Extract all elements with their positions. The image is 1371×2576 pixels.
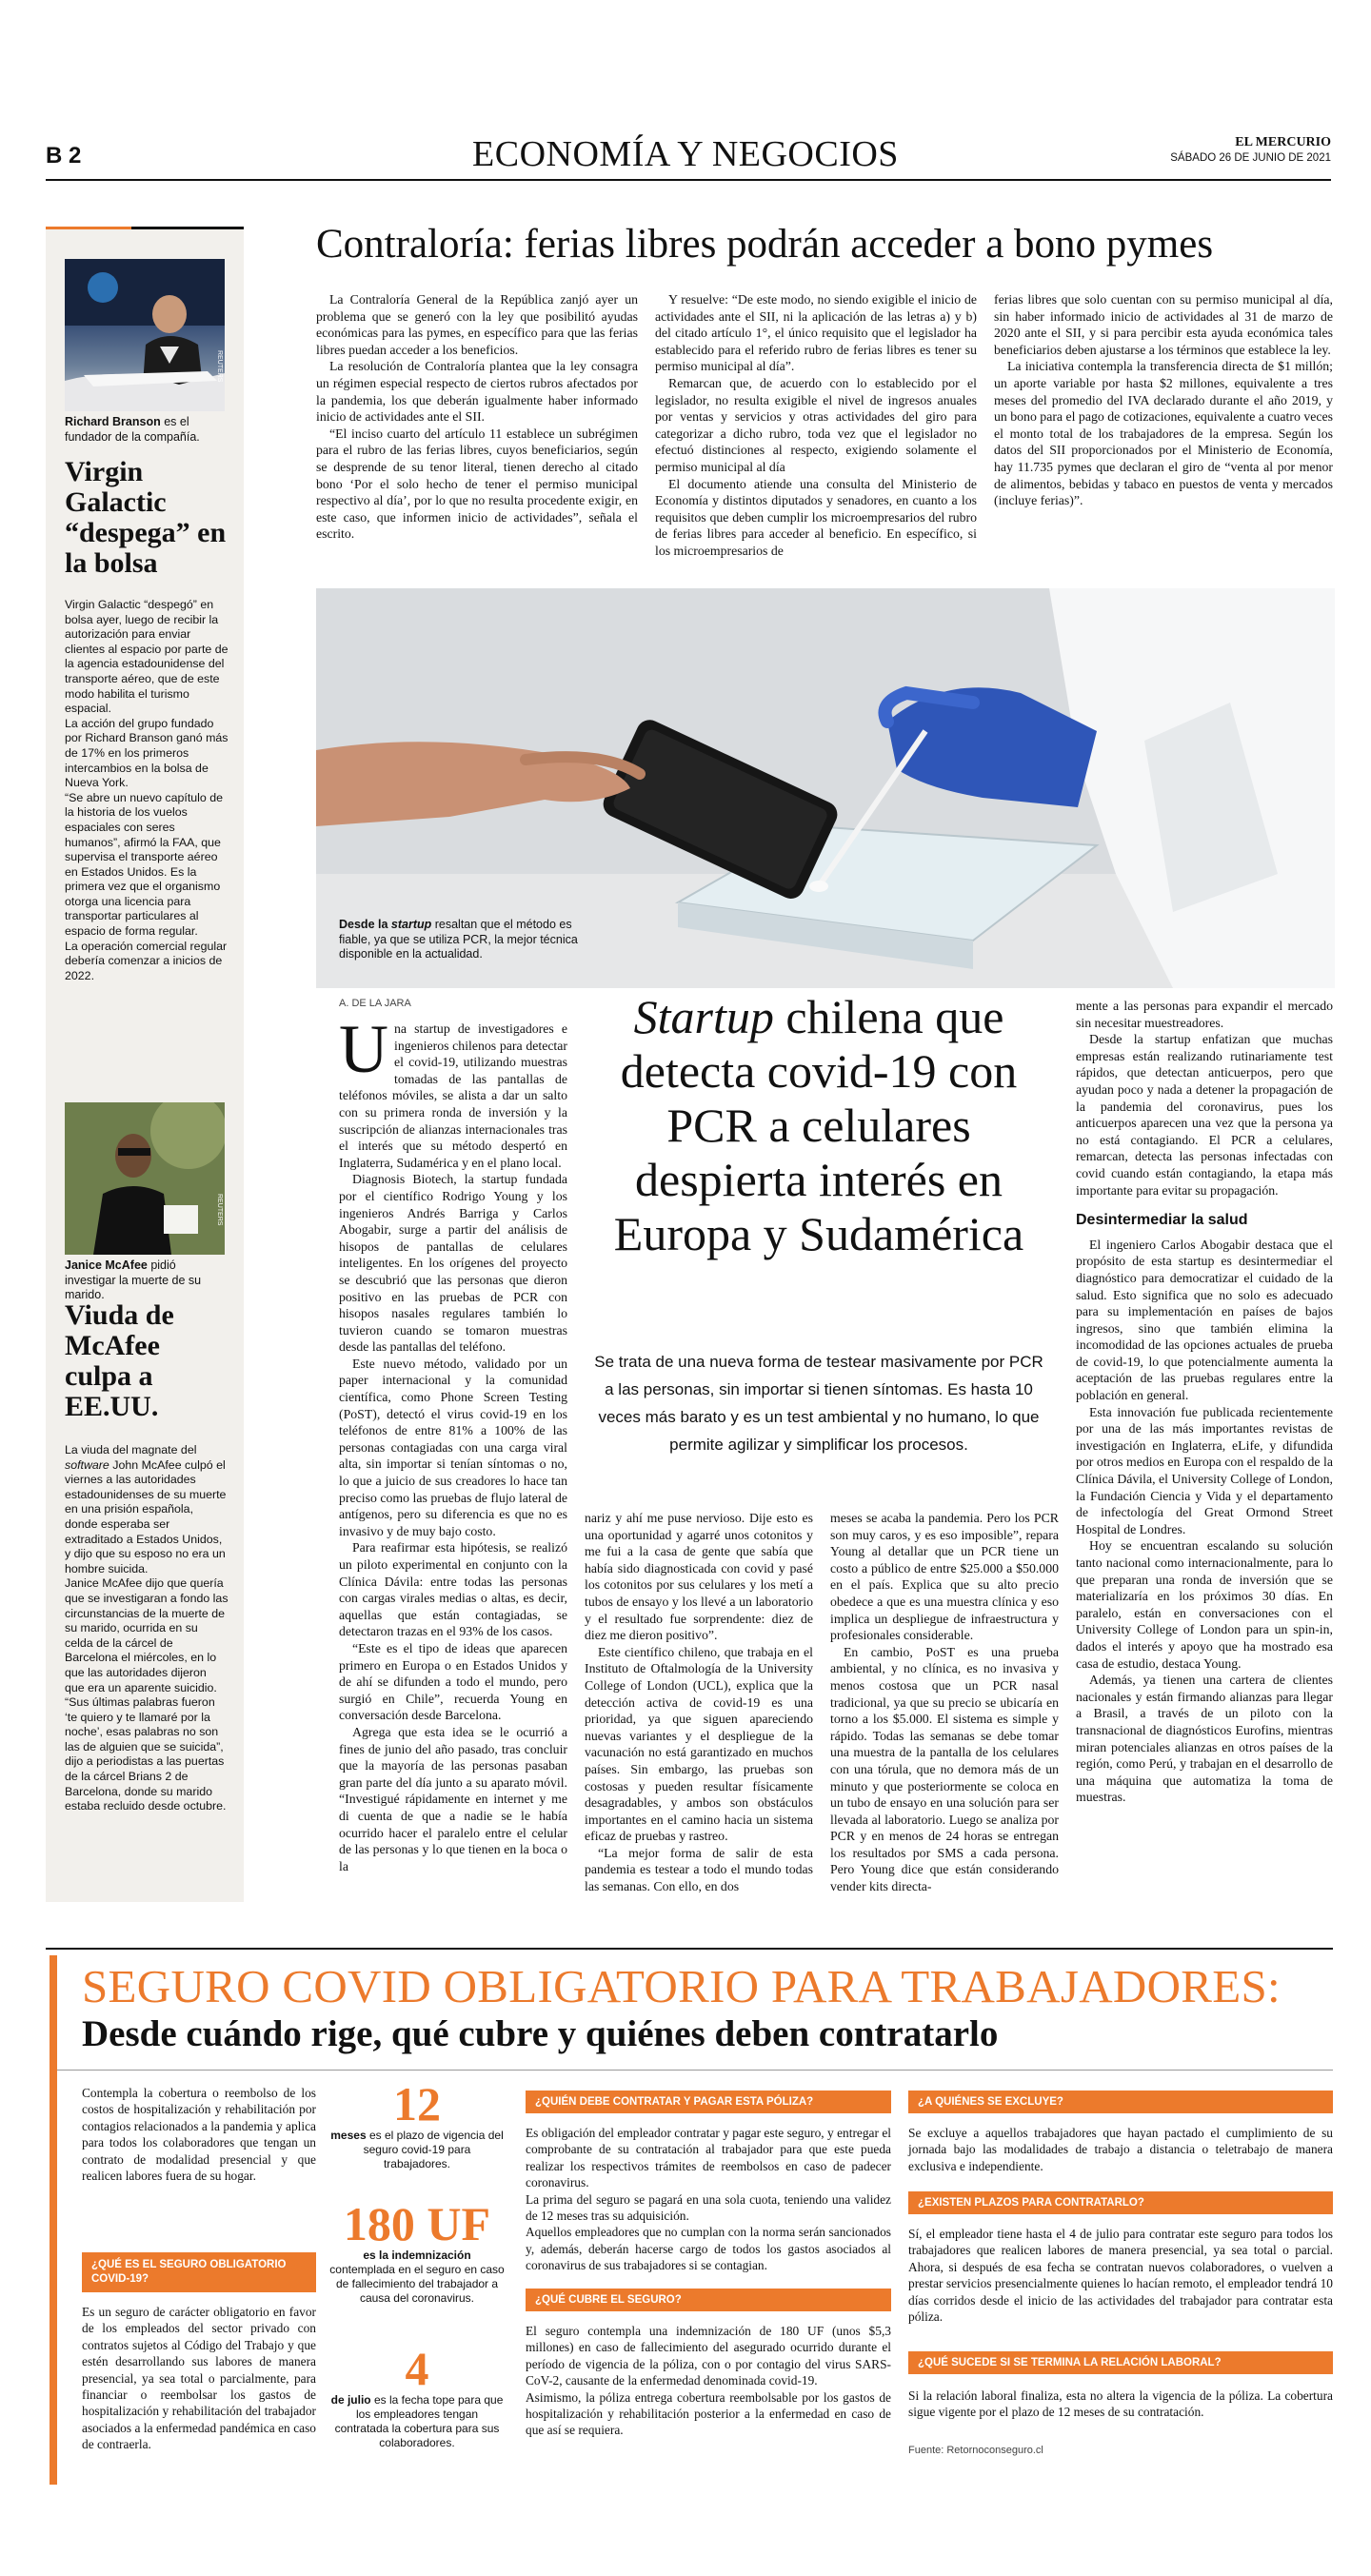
mcafee-par-1: La viuda del magnate del software John McAfee culpó el viernes a las autoridades estadounidenses de su muerte en una prisión española, donde esperaba ser extraditado a Estados Unidos, y dijo que su esposo no era un hombre suicida.	[65, 1443, 227, 1575]
startup-deck: Se trata de una nueva forma de testear masivamente por PCR a las personas, sin importar si tienen síntomas. Es hasta 10 veces más barato y es un test ambiental y no humano, lo que permite agilizar y simplificar los procesos.	[594, 1353, 1043, 1454]
q3-label: ¿QUÉ CUBRE EL SEGURO?	[526, 2289, 891, 2311]
q2-label: ¿QUIÉN DEBE CONTRATAR Y PAGAR ESTA PÓLIZA?	[526, 2091, 891, 2113]
stat-number: 12	[393, 2077, 441, 2130]
seguro-left-bar	[50, 1955, 57, 2485]
photo-credit-2: REUTERS	[216, 1194, 223, 1226]
startup-col-d: mente a las personas para expandir el mercado sin necesitar muestreadores. Desde la startup enfatizan que muchas empresas están realizando rutinariamente test rápidos, que detectan anticuerpos, pero que ayudan poco y nada a detener la propagación de la pandemia del coronavirus, pues los anticuerpos aparecen una vez que la persona ya no está contagiando. El PCR a celulares, remarcan, detecta las personas infectadas con covid cuando están contagiando, la etapa más importante para evitar su propagación. Desintermediar la salud El ingeniero Carlos Abogabir destaca que el propósito de esta startup es desintermediar el diagnóstico para democratizar el cuidado de la salud. Esto significa que no solo es adecuado para su implementación en países de bajos ingresos, sino que también elimina la incomodidad de las opciones actuales de prueba de covid-19, lo que potencialmente aumenta la aceptación de las pruebas regulares entre la población en general. Esta innovación fue publicada recientemente por una de las más importantes revistas de investigación en Inglaterra, eLife, y difundida por otros medios en Europa con el respaldo de la Clínica Dávila, el University College of London, la Fundación Ciencia y Vida y el departamento de infectología del Great Ormond Street Hospital de Londres. Hoy se encuentran escalando su solución tanto nacional como internacionalmente, para lo que preparan una ronda de inversión que se materializaría en los próximos 30 días. En paralelo, están en conversaciones con el University College of London para un spin-in, dados el interés y apoyo que ha mostrado esa casa de estudio, destaca Young. Además, ya tienen una cartera de clientes nacionales y están firmando alianzas para llegar a Brasil, a través de un piloto con la transnacional de diagnósticos Eurofins, mientras miran potenciales alianzas en otros países de la región, como Perú, y trabajan en el desarrollo de una máquina que automatiza la toma de muestras.	[1076, 999, 1333, 1805]
q5-label: ¿EXISTEN PLAZOS PARA CONTRATARLO?	[908, 2191, 1333, 2214]
stat-2	[329, 2199, 505, 2306]
stat-1	[329, 2079, 505, 2171]
mcafee-photo	[65, 1102, 225, 1255]
contraloria-headline: Contraloría: ferias libres podrán acceder a bono pymes	[316, 222, 1214, 267]
mcafee-caption	[65, 1258, 228, 1303]
contraloria-col-1: La Contraloría General de la República zanjó ayer un problema que se generó con la ley que posibilitó ayudas económicas para las pymes, en específico para que las ferias libres puedan acceder a los beneficios. La resolución de Contraloría plantea que la ley consagra un régimen especial respecto de ciertos rubros afectados por la pandemia, los que deberán igualmente haber informado inicio de actividades ante el SII. “El inciso cuarto del artículo 11 establece un subrégimen para el rubro de las ferias libres, cuyos beneficiarios, según se desprende de su tenor literal, tienen derecho al citado bono ‘Por el solo hecho de tener el permiso municipal respectivo al día’, por lo que no resulta procedente exigir, en este caso, que informen inicio de actividades”, señala el escrito.	[316, 292, 638, 542]
startup-col-a: U na startup de investigadores e ingenieros chilenos para detectar el covid-19, utilizando muestras tomadas de las pantallas de teléfonos móviles, se alista a dar un salto con su primera ronda de inversión y la suscripción de alianzas internacionales tras el interés que su método despertó en Inglaterra, Sudamérica y en el plano local. Diagnosis Biotech, la startup fundada por el científico Rodrigo Young y los ingenieros Andrés Barriga y Carlos Abogabir, surge a partir del análisis de hisopos de pantallas de celulares inteligentes. En los orígenes del proyecto se descubrió que las personas que dieron positivo en las pruebas de PCR con hisopos nasales regulares también lo tuvieron cuando se tomaron muestras desde las pantallas del teléfono. Este nuevo método, validado por un paper internacional y la comunidad científica, como Phone Screen Testing (PoST), detectó el virus covid-19 en los teléfonos de entre 81% a 100% de las personas contagiadas con una carga viral alta, sin importar si tenían síntomas o no, lo que a juicio de sus creadores lo hace tan preciso como las pruebas de flujo lateral de antígenos, pero su diferencia es que no es invasivo y de muy bajo costo. Para reafirmar esta hipótesis, se realizó un piloto experimental en conjunto con la Clínica Dávila: entre todas las personas con cargas virales medias o altas, es decir, aquellas que están contagiadas, se detectaron trazas en el 93% de los casos. “Este es el tipo de ideas que aparecen primero en Europa o en Estados Unidos y de ahí se difunden a todo el mundo, pero surgió en Chile”, recuerda Young en conversación desde Barcelona. Agrega que esta idea se le ocurrió a fines de junio del año pasado, tras concluir que la mayoría de las personas pasaban gran parte del día junto a su aparato móvil. “Investigué rápidamente en internet y me di cuenta de que a nadie se le había ocurrido hacer el paralelo entre el celular de las personas y lo que tienen en la boca o la	[339, 1011, 567, 1873]
q4-label: ¿A QUIÉNES SE EXCLUYE?	[908, 2091, 1333, 2113]
page-date: SÁBADO 26 DE JUNIO DE 2021	[1170, 152, 1331, 164]
startup-col-c: meses se acaba la pandemia. Pero los PCR son muy caros, y es eso imposible”, repara Young al detallar que un PCR tiene un costo a público de entre $25.000 a $50.000 en el país. Explica que su alto precio obedece a que es una muestra clínica y eso implica un despliegue de infraestructura y profesionales considerable. En cambio, PoST es una prueba ambiental, y no clínica, es no invasiva y menos costosa que un PCR nasal tradicional, ya que su precio se ubicaría en torno a los $5.000. El sistema es simple y rápido. Todas las semanas se debe tomar una muestra de la pantalla de los celulares con una tórula, que no demora más de un minuto y que posteriormente se coloca en un tubo de ensayo en una solución para ser llevada al laboratorio. Luego se analiza por PCR y en menos de 24 horas se entregan los resultados por SMS a cada persona. Pero Young dice que están considerando vender kits directa-	[830, 1511, 1059, 1894]
source-note: Fuente: Retornoconseguro.cl	[908, 2445, 1043, 2456]
stat-text: es la indemnización contemplada en el seguro en caso de fallecimiento del trabajador a causa del coronavirus.	[329, 2249, 505, 2305]
mcafee-text	[65, 1443, 228, 1814]
paper-name: EL MERCURIO	[1235, 135, 1331, 149]
a3-text: El seguro contempla una indemnización de 180 UF (unos $5,3 millones) en caso de fallecimiento del asegurado ocurrido durante el período de vigencia de la póliza, con o por contagio del virus SARS-CoV-2, causante de la enfermedad denominada covid-19. Asimismo, la póliza entrega cobertura reembolsable por los gastos de hospitalización y rehabilitación posterior a la enfermedad en caso de que así se requiera.	[526, 2324, 891, 2438]
byline: A. DE LA JARA	[339, 998, 411, 1009]
virgin-par-1: Virgin Galactic “despegó” en bolsa ayer, luego de recibir la autorización para enviar clientes al espacio por parte de la agencia estadounidense del transporte aéreo, que de este modo habilita el turismo espacial.	[65, 598, 228, 716]
a2-text: Es obligación del empleador contratar y pagar este seguro, y entregar el comprobante de su contratación al trabajador para que este pueda realizar los respectivos trámites de reembolsos en caso de padecer coronavirus. La prima del seguro se pagará en una sola cuota, teniendo una validez de 12 meses tras su adquisición. Aquellos empleadores que no cumplan con la norma serán sancionados y, además, deberán hacerse cargo de todos los gastos asociados al coronavirus de sus trabajadores si se contagian.	[526, 2126, 891, 2273]
caption-name-2: Janice McAfee	[65, 1258, 148, 1272]
mcafee-headline: Viuda de McAfee culpa a EE.UU.	[65, 1299, 174, 1422]
virgin-text	[65, 598, 228, 983]
virgin-par-4: La operación comercial regular debería comenzar a inicios de 2022.	[65, 939, 228, 982]
caption-text-2: pidió investigar la muerte de su marido.	[65, 1258, 202, 1301]
contraloria-col-2: Y resuelve: “De este modo, no siendo exigible el inicio de actividades ante el SII, ni la aplicación de las letras a) y b) del citado artículo 1°, el único requisito que el legislador ha establecido para el referido rubro de ferias libres es tener su permiso municipal al día”. Remarcan que, de acuerdo con lo establecido por el legislador, no resulta exigible el nivel de ingresos anuales por ventas y servicios y otras actividades del giro para categorizar a dicho rubro, toda vez que el legislador no efectuó distinciones al respecto, exigiendo solamente el permiso municipal al día El documento atiende una consulta del Ministerio de Economía y distintos diputados y senadores, en cuanto a los requisitos que deben cumplir los microempresarios del rubro de ferias libres para acceder al beneficio. En específico, si los microempresarios de	[655, 292, 977, 558]
seguro-subtitle: Desde cuándo rige, qué cubre y quiénes deben contratarlo	[82, 2013, 999, 2054]
stat-text: de julio es la fecha tope para que los empleadores tengan contratada la cobertura para sus colaboradores.	[330, 2393, 504, 2449]
branson-caption	[65, 415, 228, 445]
branson-photo	[65, 259, 225, 411]
a1-text: Es un seguro de carácter obligatorio en favor de los empleados del sector privado con contratos sujetos al Código del Trabajo y que estén desarrollando sus labores de manera presencial, ya sea total o parcialmente, para financiar o reembolsar los gastos de hospitalización y rehabilitación del trabajador asociados a la enfermedad pandémica en caso de contraerla.	[82, 2305, 316, 2452]
contraloria-col-3: ferias libres que solo cuentan con su permiso municipal al día, sin haber informado inicio de actividades al 31 de marzo de 2020 ante el SII, y si para percibir esta ayuda económica tales beneficiarios deben ajustarse a los términos que establece la ley. La iniciativa contempla la transferencia directa de $1 millón; un aporte variable por hasta $2 millones, equivalente a tres meses del promedio del IVA declarado durante el año 2019, y un bono para el pago de cotizaciones, equivalente a cuatro veces el monto total de los trabajadores de la empresa. Según los datos del SII proporcionados por el Ministerio de Economía, hay 11.735 pymes que declaran el giro de “venta al por menor de alimentos, bebidas y tabaco en puestos de venta y mercados (incluye ferias)”.	[994, 292, 1333, 508]
seguro-intro: Contempla la cobertura o reembolso de los costos de hospitalización y rehabilitación por contagios relacionados a la pandemia y aplica para todos los colaboradores que tengan un contrato de modalidad presencial y que realicen labores fuera de su hogar.	[82, 2086, 316, 2184]
page-number: B 2	[46, 143, 82, 168]
mcafee-par-2: Janice McAfee dijo que quería que se investigaran a fondo las circunstancias de la muerte de su marido, ocurrida en su celda de la cárcel de Barcelona el miércoles, en lo que las autoridades dijeron que era un aparente suicidio.	[65, 1576, 228, 1694]
stat-number: 4	[405, 2342, 429, 2395]
stat-3	[329, 2344, 505, 2450]
subhead: Desintermediar la salud	[1076, 1212, 1248, 1229]
caption-text: es el fundador de la compañía.	[65, 415, 200, 444]
section-title: ECONOMÍA Y NEGOCIOS	[472, 134, 899, 174]
mcafee-par-3: “Sus últimas palabras fueron ‘te quiero y te llamaré por la noche’, esas palabras no son las de alguien que se suicida”, dijo a periodistas a las puertas de la cárcel Brians 2 de Barcelona, donde su marido estaba recluido desde octubre.	[65, 1695, 227, 1813]
caption-name: Richard Branson	[65, 415, 161, 428]
startup-headline: Startup chilena que detecta covid-19 con PCR a celulares despierta interés en Europa y Sudamérica	[613, 990, 1024, 1260]
startup-col-b: nariz y ahí me puse nervioso. Dije esto es una oportunidad y agarré unos cotonitos y me fui a la casa de gente que sabía que había sido diagnosticada con covid y pasé los cotonitos por sus celulares y los metí a tubos de ensayo y los llevé a un laboratorio y el resultado fue sorprendente: diez de diez me dieron positivo”. Este científico chileno, que trabaja en el Instituto de Oftalmología de la University College of London (UCL), explica que la detección activa de covid-19 es una prioridad, ya que siguen apareciendo nuevas variantes y el despliegue de la vacunación no está garantizado en muchos países. Sin embargo, las pruebas son costosas y pueden resultar físicamente desagradables, y ambos son obstáculos importantes en el camino hacia un sistema eficaz de pruebas y rastreo. “La mejor forma de salir de esta pandemia es testear a todo el mundo todas las semanas. Con ello, en dos	[585, 1511, 813, 1894]
seguro-sub-rule	[57, 2070, 1333, 2071]
virgin-par-2: La acción del grupo fundado por Richard Branson ganó más de 17% en los primeros intercambios en la bolsa de Nueva York.	[65, 716, 228, 790]
photo-caption: Desde la startup resaltan que el método es fiable, ya que se utiliza PCR, la mejor técnica disponible en la actualidad.	[339, 918, 578, 961]
a4-text: Se excluye a aquellos trabajadores que hayan pactado el cumplimiento de su jornada bajo las modalidades de trabajo a distancia o teletrabajo de manera exclusiva e independiente.	[908, 2126, 1333, 2173]
seguro-rule	[46, 1948, 1333, 1950]
drop-cap: U	[339, 1011, 388, 1087]
header-rule	[46, 179, 1331, 181]
photo-credit: REUTERS	[216, 350, 223, 383]
sidebar-accent-bar	[46, 227, 131, 229]
virgin-headline: Virgin Galactic “despega” en la bolsa	[65, 456, 227, 579]
seguro-title: SEGURO COVID OBLIGATORIO PARA TRABAJADORES:	[82, 1960, 1281, 2012]
a5-text: Sí, el empleador tiene hasta el 4 de julio para contratar este seguro para todos los trabajadores que realicen labores de manera presencial, ya sea total o parcial. Ahora, si después de esa fecha se contratan nuevos colaboradores, o vuelven a prestar servicios presencialmente quienes lo hacían remoto, el empleador tendrá 10 días corridos desde el inicio de las actividades del trabajador para contratar esta póliza.	[908, 2227, 1333, 2325]
q1-label: ¿QUÉ ES EL SEGURO OBLIGATORIO COVID-19?	[82, 2252, 316, 2292]
a6-text: Si la relación laboral finaliza, esta no altera la vigencia de la póliza. La cobertura sigue vigente por el plazo de 12 meses de su contratación.	[908, 2388, 1333, 2420]
stat-text: meses es el plazo de vigencia del seguro covid-19 para trabajadores.	[330, 2129, 504, 2170]
virgin-par-3: “Se abre un nuevo capítulo de la historia de los vuelos espaciales con seres humanos”, afirmó la FAA, que supervisa el transporte aéreo en Estados Unidos. Es la primera vez que el organismo otorga una licencia para transportar particulares al espacio de forma regular.	[65, 790, 224, 939]
stat-number: 180 UF	[343, 2197, 491, 2250]
q6-label: ¿QUÉ SUCEDE SI SE TERMINA LA RELACIÓN LABORAL?	[908, 2351, 1333, 2374]
